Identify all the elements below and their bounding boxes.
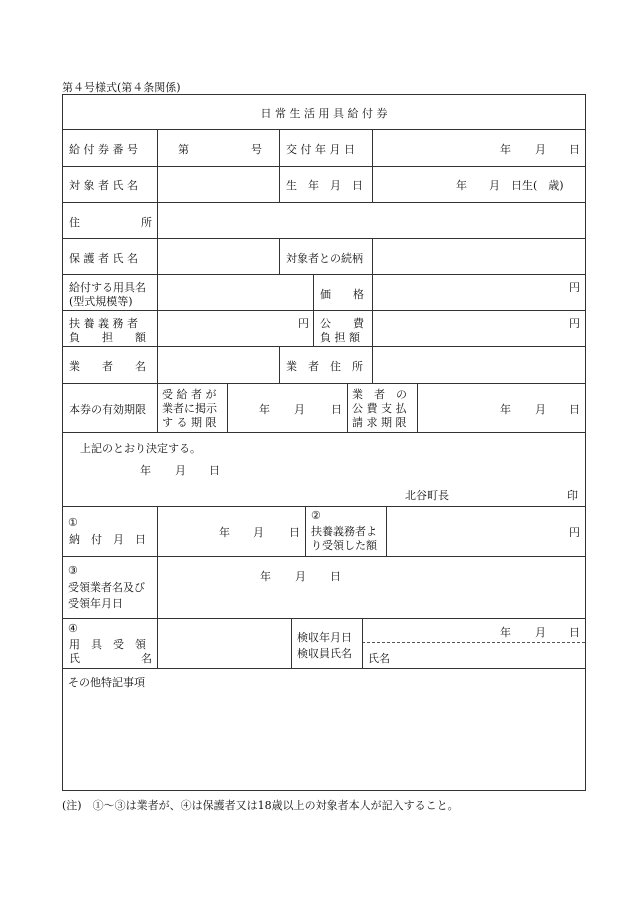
birth-year: 年 [456, 179, 467, 192]
claim-year: 年 [500, 403, 511, 416]
other-notes-label: その他特記事項 [68, 676, 145, 689]
guardian-burden-label-2: 負 担 額 [69, 331, 146, 344]
price-label: 価 格 [320, 288, 364, 301]
inspection-year: 年 [500, 626, 511, 639]
circle-three: ③ [68, 564, 78, 577]
inspector-name-label: 検収員氏名 [297, 647, 352, 660]
form-number: 第４号様式(第４条関係) [62, 81, 181, 94]
validity-label: 本券の有効期限 [69, 403, 146, 416]
public-burden-label-2: 負 担 額 [320, 331, 360, 344]
footnote: (注) ①～③は業者が、④は保護者又は18歳以上の対象者本人が記入すること。 [62, 799, 459, 812]
issue-date-label: 交 付 年 月 日 [286, 143, 355, 156]
payment-month: 月 [253, 526, 264, 539]
display-deadline-2: 業者に掲示 [162, 402, 217, 415]
tool-receipt-shi: 氏 [69, 652, 80, 665]
price-yen: 円 [569, 281, 580, 294]
vendor-address-label: 業 者 住 所 [286, 360, 363, 373]
birth-date-label: 生 年 月 日 [286, 179, 363, 192]
claim-month: 月 [535, 403, 546, 416]
claim-day: 日 [569, 403, 580, 416]
inspection-day: 日 [569, 626, 580, 639]
address-label-b: 所 [141, 216, 152, 229]
ticket-number-label: 給 付 券 番 号 [69, 143, 138, 156]
payment-year: 年 [219, 526, 230, 539]
received-amount-2: り受領した額 [311, 539, 377, 552]
guardian-burden-label-1: 扶 養 義 務 者 [69, 317, 138, 330]
guardian-name-label: 保 護 者 氏 名 [69, 252, 138, 265]
payment-date-label: 納 付 月 日 [69, 533, 146, 546]
number-go: 号 [251, 143, 262, 156]
receipt-month: 月 [295, 570, 306, 583]
public-burden-label-1: 公 費 [320, 317, 364, 330]
inspector-shimei: 氏名 [368, 652, 390, 665]
address-label-a: 住 [69, 216, 80, 229]
vendor-name-label: 業 者 名 [69, 360, 146, 373]
mayor-title: 北谷町長 [405, 489, 449, 502]
inspection-month: 月 [535, 626, 546, 639]
issue-month: 月 [535, 143, 546, 156]
display-deadline-1: 受 給 者 が [162, 388, 217, 401]
vendor-receipt-label-2: 受領年月日 [68, 597, 123, 610]
tool-receipt-label: 用 具 受 領 [69, 638, 146, 651]
seal-mark: 印 [567, 489, 578, 502]
subject-name-label: 対 象 者 氏 名 [69, 179, 138, 192]
circle-two: ② [311, 509, 321, 522]
item-name-label: 給付する用具名 [69, 281, 146, 294]
vendor-receipt-label-1: 受領業者名及び [68, 581, 145, 594]
decision-text: 上記のとおり決定する。 [80, 442, 201, 455]
display-month: 月 [294, 403, 305, 416]
issue-year: 年 [500, 143, 511, 156]
receipt-day: 日 [330, 570, 341, 583]
display-day: 日 [331, 403, 342, 416]
circle-four: ④ [68, 622, 78, 635]
received-amount-1: 扶養義務者よ [311, 525, 377, 538]
guardian-burden-yen: 円 [298, 317, 309, 330]
item-model-label: (型式規模等) [69, 295, 133, 308]
decision-month: 月 [175, 464, 186, 477]
birth-day-age: 日生( 歳) [511, 179, 564, 192]
circle-one: ① [68, 516, 78, 529]
decision-year: 年 [140, 464, 151, 477]
claim-deadline-1: 業 者 の [352, 388, 407, 401]
received-yen: 円 [569, 526, 580, 539]
claim-deadline-3: 請 求 期 限 [352, 416, 407, 429]
inspection-date-label: 検収年月日 [297, 631, 352, 644]
form-title: 日 常 生 活 用 具 給 付 券 [260, 107, 388, 120]
tool-receipt-mei: 名 [141, 652, 152, 665]
birth-month: 月 [489, 179, 500, 192]
number-dai: 第 [178, 143, 189, 156]
display-year: 年 [259, 403, 270, 416]
payment-day: 日 [289, 526, 300, 539]
claim-deadline-2: 公 費 支 払 [352, 402, 407, 415]
display-deadline-3: す る 期 限 [162, 416, 217, 429]
decision-day: 日 [209, 464, 220, 477]
relation-label: 対象者との続柄 [286, 252, 363, 265]
receipt-year: 年 [260, 570, 271, 583]
issue-day: 日 [569, 143, 580, 156]
public-burden-yen: 円 [569, 317, 580, 330]
